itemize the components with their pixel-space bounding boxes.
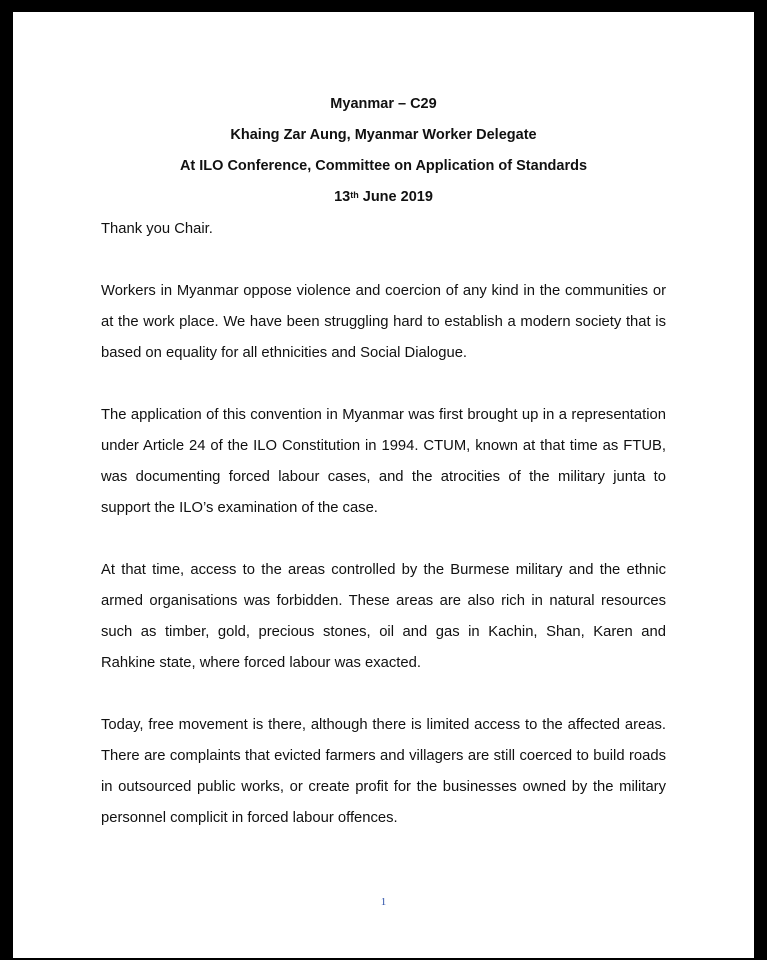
header-speaker: Khaing Zar Aung, Myanmar Worker Delegate [230,127,537,143]
paragraph-workers-oppose: Workers in Myanmar oppose violence and coercion of any kind in the communities or at the work place. We have been struggling hard to establish a modern society that is based on equality for all ethnicities and Social Dialogue. [101,283,666,361]
date-suffix: th [350,190,359,200]
document-page [13,12,754,958]
page-number: 1 [380,896,387,908]
greeting: Thank you Chair. [101,221,213,237]
date-day: 13 [334,189,351,205]
paragraph-access: At that time, access to the areas controlled by the Burmese military and the ethnic armed organisations was forbidden. These areas are also rich in natural resources such as timber, gold, precious stones, oil and gas in Kachin, Shan, Karen and Rahkine state, where forced labour was exacted. [101,562,666,671]
document-header [13,94,754,218]
paragraph-application: The application of this convention in Myanmar was first brought up in a representation under Article 24 of the ILO Constitution in 1994. CTUM, known at that time as FTUB, was documenting forced labour cases, and the atrocities of the military junta to support the ILO’s examination of the case. [101,407,666,516]
header-title: Myanmar – C29 [330,96,437,112]
document-body [101,214,666,865]
paragraph-today: Today, free movement is there, although there is limited access to the affected areas. There are complaints that evicted farmers and villagers are still coerced to build roads in outsourced public works, or create profit for the businesses owned by the military personnel complicit in forced labour offences. [101,717,666,826]
date-rest: June 2019 [358,189,433,205]
header-event: At ILO Conference, Committee on Application of Standards [179,158,588,174]
